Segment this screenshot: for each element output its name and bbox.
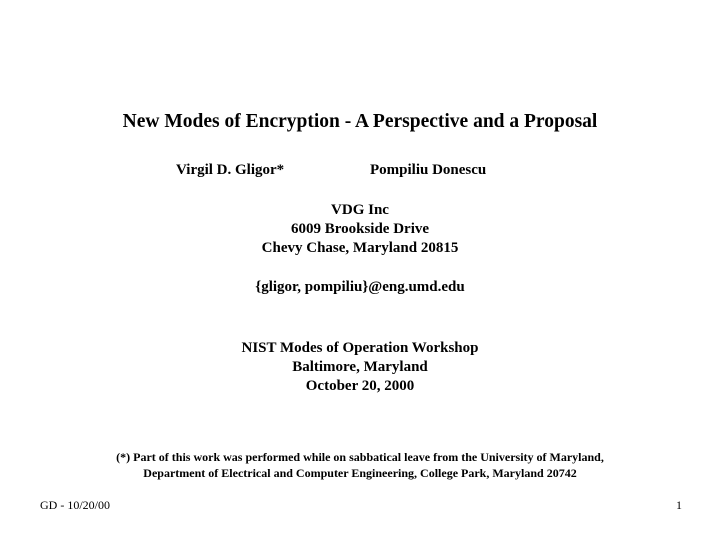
page-number: 1	[676, 498, 682, 512]
footnote-line-1: (*) Part of this work was performed while on sabbatical leave from the University of Maryland,	[116, 450, 604, 464]
event-location: Baltimore, Maryland	[292, 359, 428, 375]
footer-date: GD - 10/20/00	[40, 498, 110, 512]
event-date: October 20, 2000	[305, 378, 415, 394]
author-gligor: Virgil D. Gligor*	[176, 162, 285, 178]
email-address: {gligor, pompiliu}@eng.umd.edu	[255, 279, 465, 295]
street-address: 6009 Brookside Drive	[290, 221, 430, 237]
event-name: NIST Modes of Operation Workshop	[241, 340, 479, 356]
author-donescu: Pompiliu Donescu	[370, 162, 487, 178]
city-address: Chevy Chase, Maryland 20815	[261, 240, 459, 256]
organization-name: VDG Inc	[331, 202, 389, 218]
slide-title: New Modes of Encryption - A Perspective and a Proposal	[122, 111, 598, 132]
footnote-line-2: Department of Electrical and Computer Engineering, College Park, Maryland 20742	[143, 466, 577, 480]
